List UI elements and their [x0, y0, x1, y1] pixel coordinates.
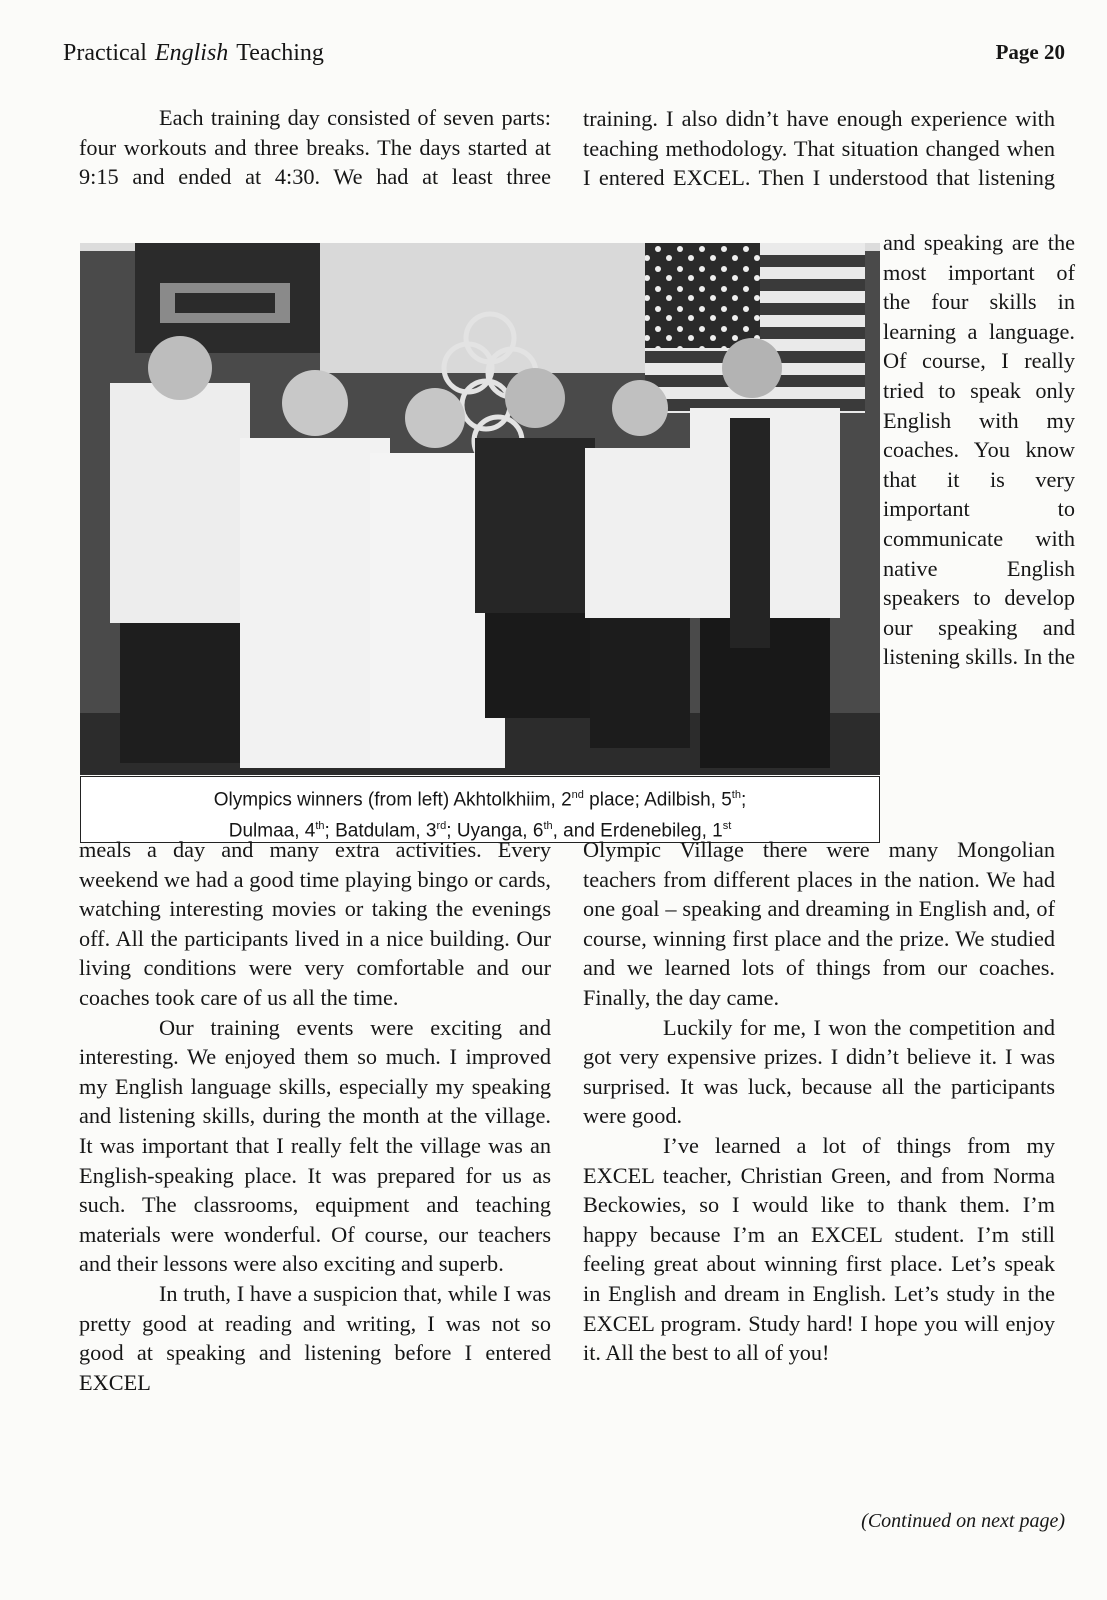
paragraph-methodology: training. I also didn’t have enough experience with teaching methodology. That situation changed when I entered EXCEL. Then I understood that listening: [583, 106, 1055, 191]
caption-line-2: Dulmaa, 4th; Batdulam, 3rd; Uyanga, 6th, and Erdenebileg, 1st: [228, 820, 732, 842]
paragraph-olympic-village: Olympic Village there were many Mongolian teachers from different places in the nation. We had one goal – speaking and dreaming in English and, of course, winning first place and the prize. We studied and we learned lots of things from our coaches. Finally, the day came.: [583, 837, 1055, 1010]
paragraph-four-skills: and speaking are the most important of the four skills in learning a language. Of course, I really tried to speak only English with my coaches. You know that it is very important to communicate with native English speakers to develop our speaking and listening skills. In the: [883, 230, 1075, 670]
paragraph-suspicion: In truth, I have a suspicion that, while I was pretty good at reading and writing, I was not so good at speaking and listening before I entered EXCEL: [79, 1280, 551, 1395]
photo-caption: [80, 776, 880, 843]
photo-olympics-winners: [80, 243, 880, 775]
journal-title-word-3: Teaching: [236, 40, 324, 66]
paragraph-living-conditions: meals a day and many extra activities. Every weekend we had a good time playing bingo or cards, watching interesting movies or taking the evenings off. All the participants lived in a nice building. Our living conditions were very comfortable and our coaches took care of us all the time.: [79, 837, 551, 1010]
paragraph-training-events: Our training events were exciting and interesting. We enjoyed them so much. I improved my English language skills, especially my speaking and listening skills, during the month at the village. It was important that I really felt the village was an English-speaking place. It was prepared for us as such. The classrooms, equipment and teaching materials were wonderful. Of course, our teachers and their lessons were also exciting and superb.: [79, 1014, 551, 1277]
paragraph-won-competition: Luckily for me, I won the competition and got very expensive prizes. I didn’t believe it. I was surprised. It was luck, because all the participants were good.: [583, 1014, 1055, 1129]
photo-illustration: [80, 243, 880, 775]
paragraph-training-day: Each training day consisted of seven parts: four workouts and three breaks. The days started at 9:15 and ended at 4:30. We had at least three: [79, 105, 551, 190]
caption-line-1: Olympics winners (from left) Akhtolkhiim, 2nd place; Adilbish, 5th;: [213, 789, 747, 811]
left-column-bottom: [79, 835, 551, 1397]
journal-title-word-2: English: [154, 40, 229, 66]
right-column-bottom: [583, 835, 1055, 1368]
continued-note: (Continued on next page): [861, 1510, 1065, 1532]
page-number: Page 20: [995, 40, 1065, 64]
journal-title: [63, 40, 324, 67]
left-column-top: [79, 103, 551, 192]
wrapped-text-column: [883, 228, 1075, 672]
paragraph-thanks: I’ve learned a lot of things from my EXCEL teacher, Christian Green, and from Norma Beckowies, so I would like to thank them. I’m happy because I’m an EXCEL student. I’m still feeling great about winning first place. Let’s speak in English and dream in English. Let’s study in the EXCEL program. Study hard! I hope you will enjoy it. All the best to all of you!: [583, 1132, 1055, 1366]
journal-title-word-1: Practical: [63, 40, 147, 66]
right-column-top: [583, 104, 1055, 193]
